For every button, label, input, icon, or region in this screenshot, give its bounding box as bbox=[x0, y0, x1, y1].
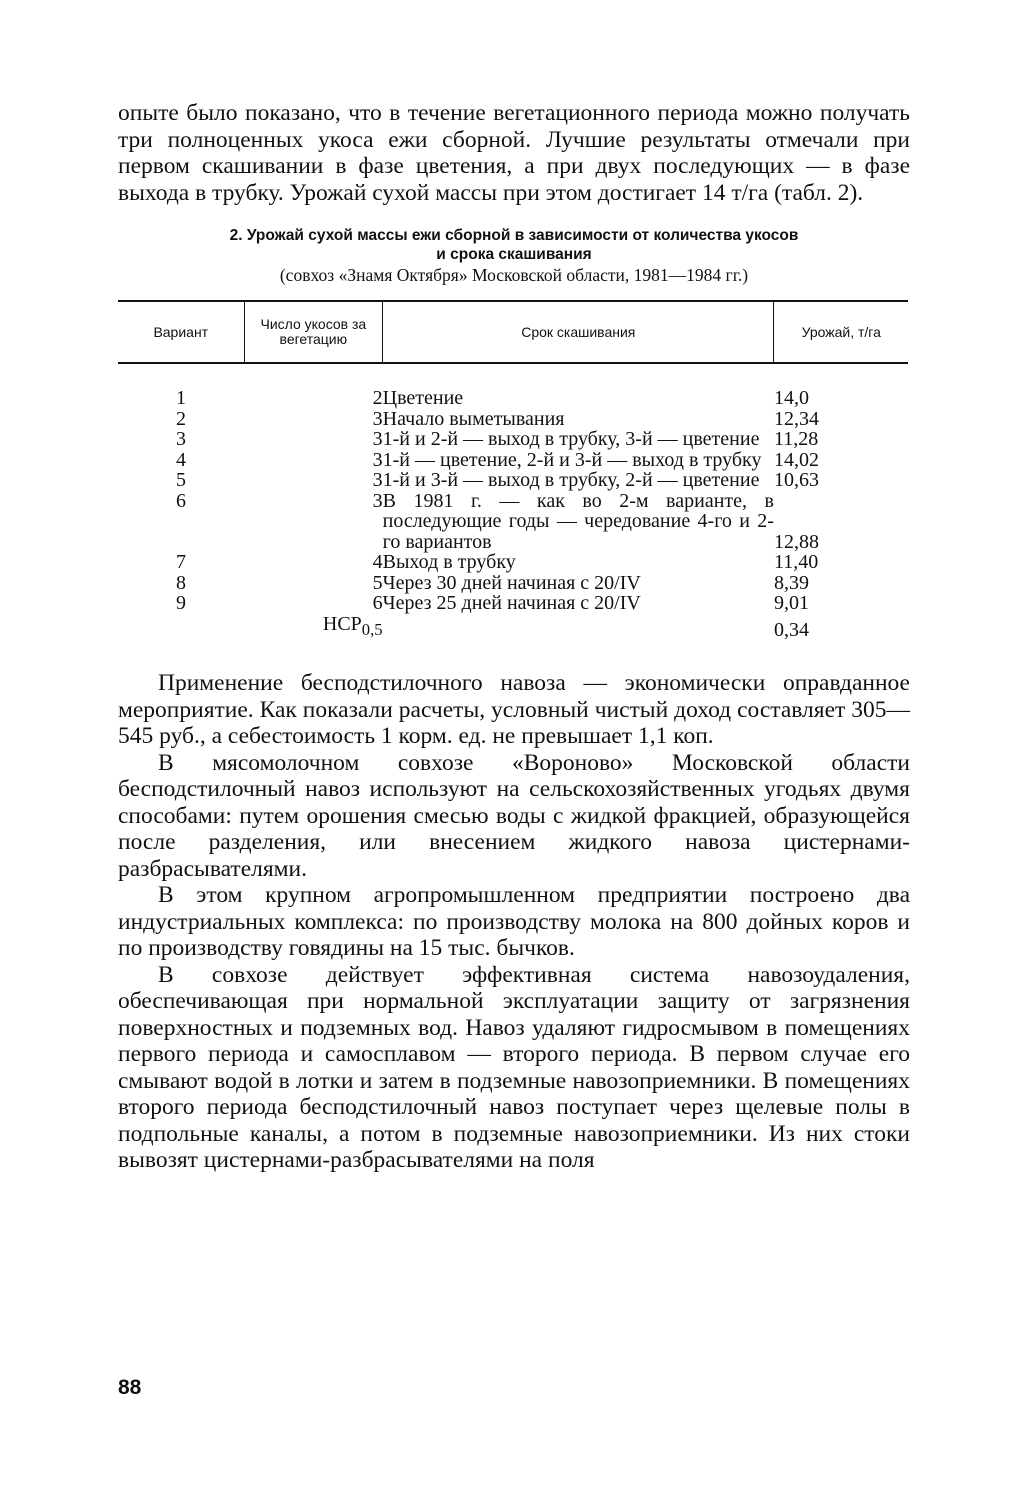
cell-variant: 2 bbox=[176, 407, 187, 430]
cell-yield: 14,02 bbox=[773, 448, 819, 471]
lsd-label-text: НСР bbox=[322, 612, 362, 635]
cell-term: Через 30 дней начиная с 20/IV bbox=[382, 571, 641, 594]
cell-term: Выход в трубку bbox=[382, 551, 516, 573]
cell-yield: 10,63 bbox=[773, 469, 819, 491]
cell-term: Цветение bbox=[382, 387, 464, 409]
cell-variant: 4 bbox=[176, 448, 187, 471]
cell-term: 1-й и 3-й — выход в трубку, 2-й — цветение bbox=[382, 469, 760, 491]
lsd-label bbox=[244, 614, 383, 641]
table-row bbox=[118, 573, 908, 594]
table-row bbox=[118, 593, 908, 614]
table-caption bbox=[118, 226, 910, 286]
cell-yield: 8,39 bbox=[773, 571, 809, 594]
cell-variant: 6 bbox=[176, 489, 187, 512]
cell-variant: 1 bbox=[176, 387, 187, 409]
cell-cuts: 3 bbox=[372, 489, 383, 512]
table-caption-title-line2: и срока скашивания bbox=[436, 246, 592, 263]
table-header-row bbox=[118, 301, 908, 363]
lsd-label-subscript: 0,5 bbox=[361, 619, 383, 639]
cell-yield: 12,88 bbox=[773, 530, 819, 553]
cell-cuts: 5 bbox=[372, 571, 383, 594]
cell-term: В 1981 г. — как во 2-м варианте, в последующие годы — чередование 4-го и 2-го вариантов bbox=[382, 489, 774, 553]
header-variant: Вариант bbox=[118, 301, 244, 363]
cell-cuts: 3 bbox=[372, 428, 383, 450]
page-body bbox=[118, 100, 910, 1174]
header-term: Срок скашивания bbox=[383, 301, 774, 363]
table-row-lsd bbox=[118, 614, 908, 641]
cell-cuts: 6 bbox=[372, 592, 383, 614]
paragraph: Применение бесподстилочного навоза — экономически оправданное мероприятие. Как показали расчеты, условный чистый доход составляет 305—545 руб., а себестоимость 1 корм. ед. не превышает 1,1 коп. bbox=[118, 670, 910, 749]
table-row bbox=[118, 552, 908, 573]
cell-cuts: 2 bbox=[372, 387, 383, 409]
paragraph: В совхозе действует эффективная система навозоудаления, обеспечивающая при нормальной эксплуатации защиту от загрязнения поверхностных и подземных вод. Навоз удаляют гидросмывом в помещениях первого периода и самосплавом — второго периода. В первом случае его смывают водой в лотки и затем в подземные навозоприемники. В помещениях второго периода бесподстилочный навоз поступает через щелевые полы в подпольные каналы, а потом в подземные навозоприемники. Из них стоки вывозят цистернами-разбрасывателями на поля bbox=[118, 961, 910, 1173]
cell-cuts: 3 bbox=[372, 448, 383, 471]
cell-variant: 8 bbox=[176, 571, 187, 594]
cell-yield: 11,28 bbox=[773, 428, 819, 450]
cell-term: 1-й и 2-й — выход в трубку, 3-й — цветение bbox=[382, 428, 760, 450]
table-row bbox=[118, 363, 908, 409]
cell-cuts: 4 bbox=[372, 551, 383, 573]
cell-term: Начало выметывания bbox=[382, 407, 565, 430]
cell-variant: 3 bbox=[176, 428, 187, 450]
cell-variant: 9 bbox=[176, 592, 187, 614]
intro-paragraph: опыте было показано, что в течение вегетационного периода можно получать три полноценных укоса ежи сборной. Лучшие результаты отмечали при первом скашивании в фазе цветения, а при двух последующих — в фазе выхода в трубку. Урожай сухой массы при этом достигает 14 т/га (табл. 2). bbox=[118, 100, 910, 206]
cell-yield: 14,0 bbox=[773, 387, 809, 409]
cell-yield: 11,40 bbox=[773, 551, 819, 573]
cell-term: 1-й — цветение, 2-й и 3-й — выход в трубку bbox=[382, 448, 762, 471]
table-row bbox=[118, 491, 908, 553]
cell-term: Через 25 дней начиная с 20/IV bbox=[382, 592, 641, 614]
cell-cuts: 3 bbox=[372, 407, 383, 430]
paragraph: В мясомолочном совхозе «Вороново» Московской области бесподстилочный навоз используют на сельскохозяйственных угодьях двумя способами: путем орошения смесью воды с жидкой фракцией, образующейся после разделения, или внесением жидкого навоза цистернами-разбрасывателями. bbox=[118, 749, 910, 882]
table-row bbox=[118, 429, 908, 450]
body-text bbox=[118, 670, 910, 1174]
lsd-value: 0,34 bbox=[773, 618, 809, 641]
table-caption-title-line1: 2. Урожай сухой массы ежи сборной в зависимости от количества укосов bbox=[229, 227, 799, 244]
cell-variant: 5 bbox=[176, 469, 187, 491]
cell-cuts: 3 bbox=[372, 469, 383, 491]
cell-variant: 7 bbox=[176, 551, 187, 573]
yield-table bbox=[118, 300, 908, 640]
table-caption-source: (совхоз «Знамя Октября» Московской области, 1981—1984 гг.) bbox=[279, 265, 749, 285]
cell-yield: 9,01 bbox=[773, 592, 809, 614]
header-yield: Урожай, т/га bbox=[774, 301, 908, 363]
table-row bbox=[118, 470, 908, 491]
table-row bbox=[118, 450, 908, 471]
table-row bbox=[118, 409, 908, 430]
paragraph: В этом крупном агропромышленном предприятии построено два индустриальных комплекса: по производству молока на 800 дойных коров и по производству говядины на 15 тыс. бычков. bbox=[118, 882, 910, 961]
page-number: 88 bbox=[118, 1376, 142, 1399]
header-cuts: Число укосов за вегетацию bbox=[244, 301, 383, 363]
cell-yield: 12,34 bbox=[773, 407, 819, 430]
